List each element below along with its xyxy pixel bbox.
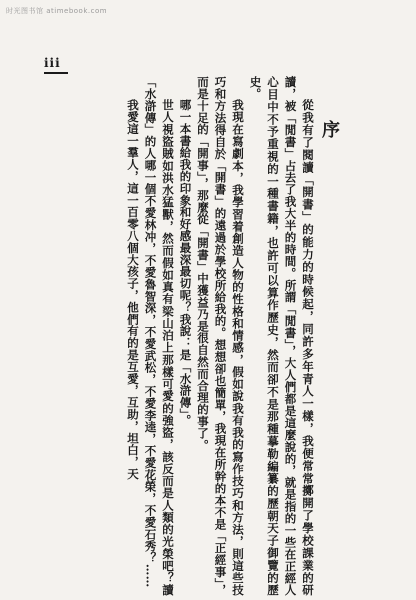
watermark: 时光图书馆 atimebook.com bbox=[6, 7, 108, 15]
paragraph: 我現在寫劇本，我學習着創造人物的性格和情感，假如說我有我的寫作技巧和方法，則這些技巧和方法得自於「開書」的遠過於學校所給我的。想想卻也簡單，我現在所幹的本不是「正經事」，而是十足的「開事」，那麼從「開書」中獲益乃是很自然而合理的事了。 bbox=[196, 76, 245, 596]
preface-body bbox=[124, 76, 317, 596]
page-title: 序 bbox=[319, 120, 340, 138]
header-rule bbox=[44, 72, 68, 74]
page-number: iii bbox=[44, 56, 61, 70]
paragraph: 世人視盜賊如洪水猛獸，然而假如真有梁山泊上那樣可愛的強盜，該反而是人類的光榮吧？讀「水滸傳」的人哪一個不愛林冲，不愛魯智深，不愛武松，不愛李逵，不愛花榮，不愛石秀？…… bbox=[143, 76, 175, 596]
paragraph: 從我有了閱讀「開書」的能力的時候起，同許多年青人一樣，我便常常擲開了學校課業的研讀，被「閒書」占去了我大半的時間。所謂「閒書」，大人們都是這麼說的，就是指的一些在正經人心目中不予重視的一種書籍，也許可以算作歷史，然而卻不是那種摹勒編纂的歷朝天子御覽的歷史。 bbox=[248, 76, 315, 596]
paragraph: 哪一本書給我的印象和好感最深最切呢？我說：是「水滸傳」。 bbox=[178, 99, 193, 427]
paragraph: 我愛這一羣人，這一百零八個大孩子，他們有的是互愛，互助，坦白，天 bbox=[126, 99, 140, 480]
